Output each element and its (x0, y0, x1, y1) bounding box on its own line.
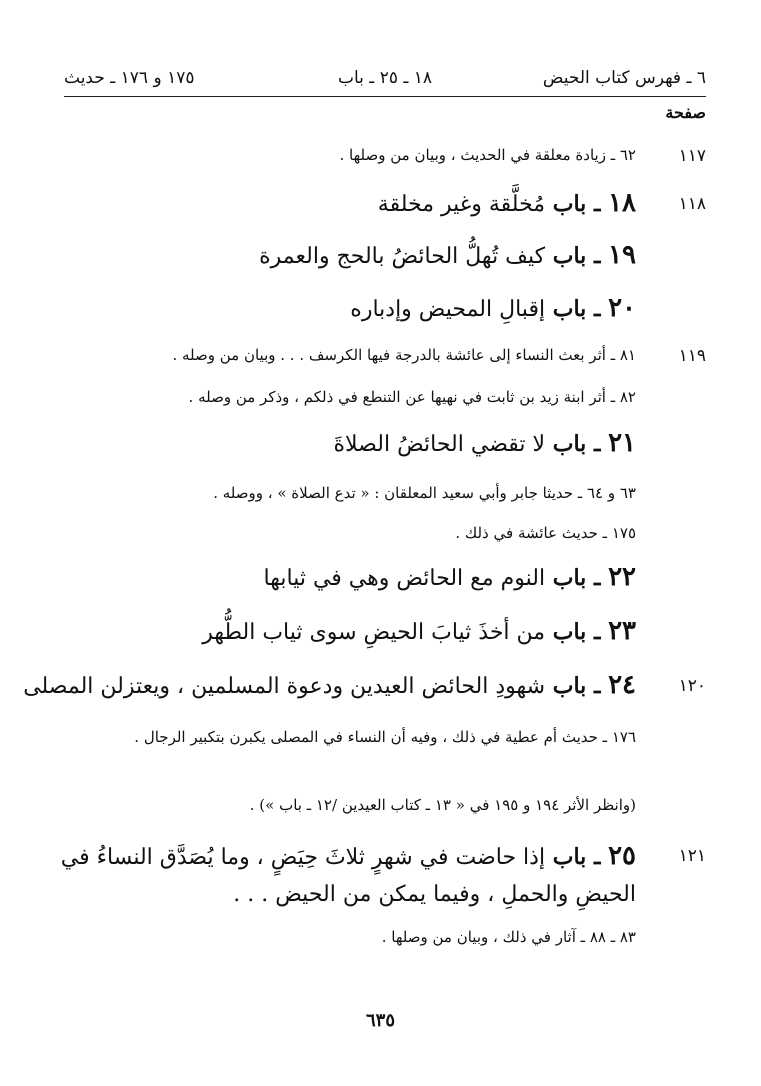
bab-word: باب (552, 673, 587, 699)
bab-number: ٢٥ (608, 841, 636, 871)
bab-word: باب (552, 619, 587, 645)
bab-number: ١٩ (608, 240, 636, 270)
bab-number: ٢٣ (608, 616, 636, 646)
bab-word: باب (552, 296, 587, 322)
running-header (64, 66, 706, 97)
bab-word: باب (552, 191, 587, 217)
entry-text: ٦٣ و ٦٤ ـ حديثا جابر وأبي سعيد المعلقان : « تدع الصلاة » ، ووصله . (213, 484, 636, 502)
bab-number: ١٨ (608, 188, 636, 218)
bab-title: النوم مع الحائض وهي في ثيابها (263, 566, 546, 591)
bab-word: باب (552, 565, 587, 591)
header-bab-range: ١٨ ـ ٢٥ ـ باب (337, 68, 433, 88)
bab-number: ٢١ (608, 428, 636, 458)
header-hadith-range: ١٧٥ و ١٧٦ ـ حديث (64, 68, 195, 88)
bab-word: باب (552, 844, 587, 870)
bab-title: لا تقضي الحائضُ الصلاةَ (333, 432, 546, 457)
bab-number: ٢٢ (608, 562, 636, 592)
page-folio: ٦٣٥ (365, 1010, 395, 1031)
bab-number: ٢٠ (608, 293, 636, 323)
bab-title: إذا حاضت في شهرٍ ثلاثَ حِيَضٍ ، وما يُصَدَّق النساءُ في الحيضِ والحملِ ، وفيما يمكن من الحيض . . . (60, 845, 636, 907)
entry-text: ٨٣ ـ ٨٨ ـ آثار في ذلك ، وبيان من وصلها . (381, 928, 636, 946)
bab-title: مُخلَّقة وغير مخلقة (377, 192, 546, 217)
page-number: ١١٨ (678, 194, 706, 214)
bab-word: باب (552, 243, 587, 269)
entry-text: ٦٢ ـ زيادة معلقة في الحديث ، وبيان من وصلها . (339, 146, 636, 164)
bab-number: ٢٤ (608, 670, 636, 700)
entry-text: ٨١ ـ أثر بعث النساء إلى عائشة بالدرجة فيها الكرسف . . . وبيان من وصله . (172, 346, 636, 364)
entry-text: ١٧٥ ـ حديث عائشة في ذلك . (455, 524, 636, 542)
page-number: ١٢١ (678, 846, 706, 866)
bab-title: كيف تُهلُّ الحائضُ بالحج والعمرة (259, 244, 546, 269)
bab-title: من أخذَ ثيابَ الحيضِ سوى ثياب الطُّهر (202, 620, 546, 645)
page-column-label: صفحة (665, 103, 706, 122)
page-number: ١١٩ (678, 346, 706, 366)
entry-text: (وانظر الأثر ١٩٤ و ١٩٥ في « ١٣ ـ كتاب العيدين /١٢ ـ باب ») . (249, 796, 636, 814)
bab-title: شهودِ الحائض العيدين ودعوة المسلمين ، ويعتزلن المصلى (23, 674, 546, 699)
bab-word: باب (552, 431, 587, 457)
header-chapter: ٦ ـ فهرس كتاب الحيض (542, 68, 706, 88)
bab-title: إقبالِ المحيض وإدباره (350, 297, 546, 322)
page-number: ١٢٠ (678, 676, 706, 696)
entry-text: ١٧٦ ـ حديث أم عطية في ذلك ، وفيه أن النساء في المصلى يكبرن بتكبير الرجال . (134, 728, 636, 746)
page-number: ١١٧ (678, 146, 706, 166)
entry-text: ٨٢ ـ أثر ابنة زيد بن ثابت في نهيها عن التنطع في ذلكم ، وذكر من وصله . (188, 388, 636, 406)
